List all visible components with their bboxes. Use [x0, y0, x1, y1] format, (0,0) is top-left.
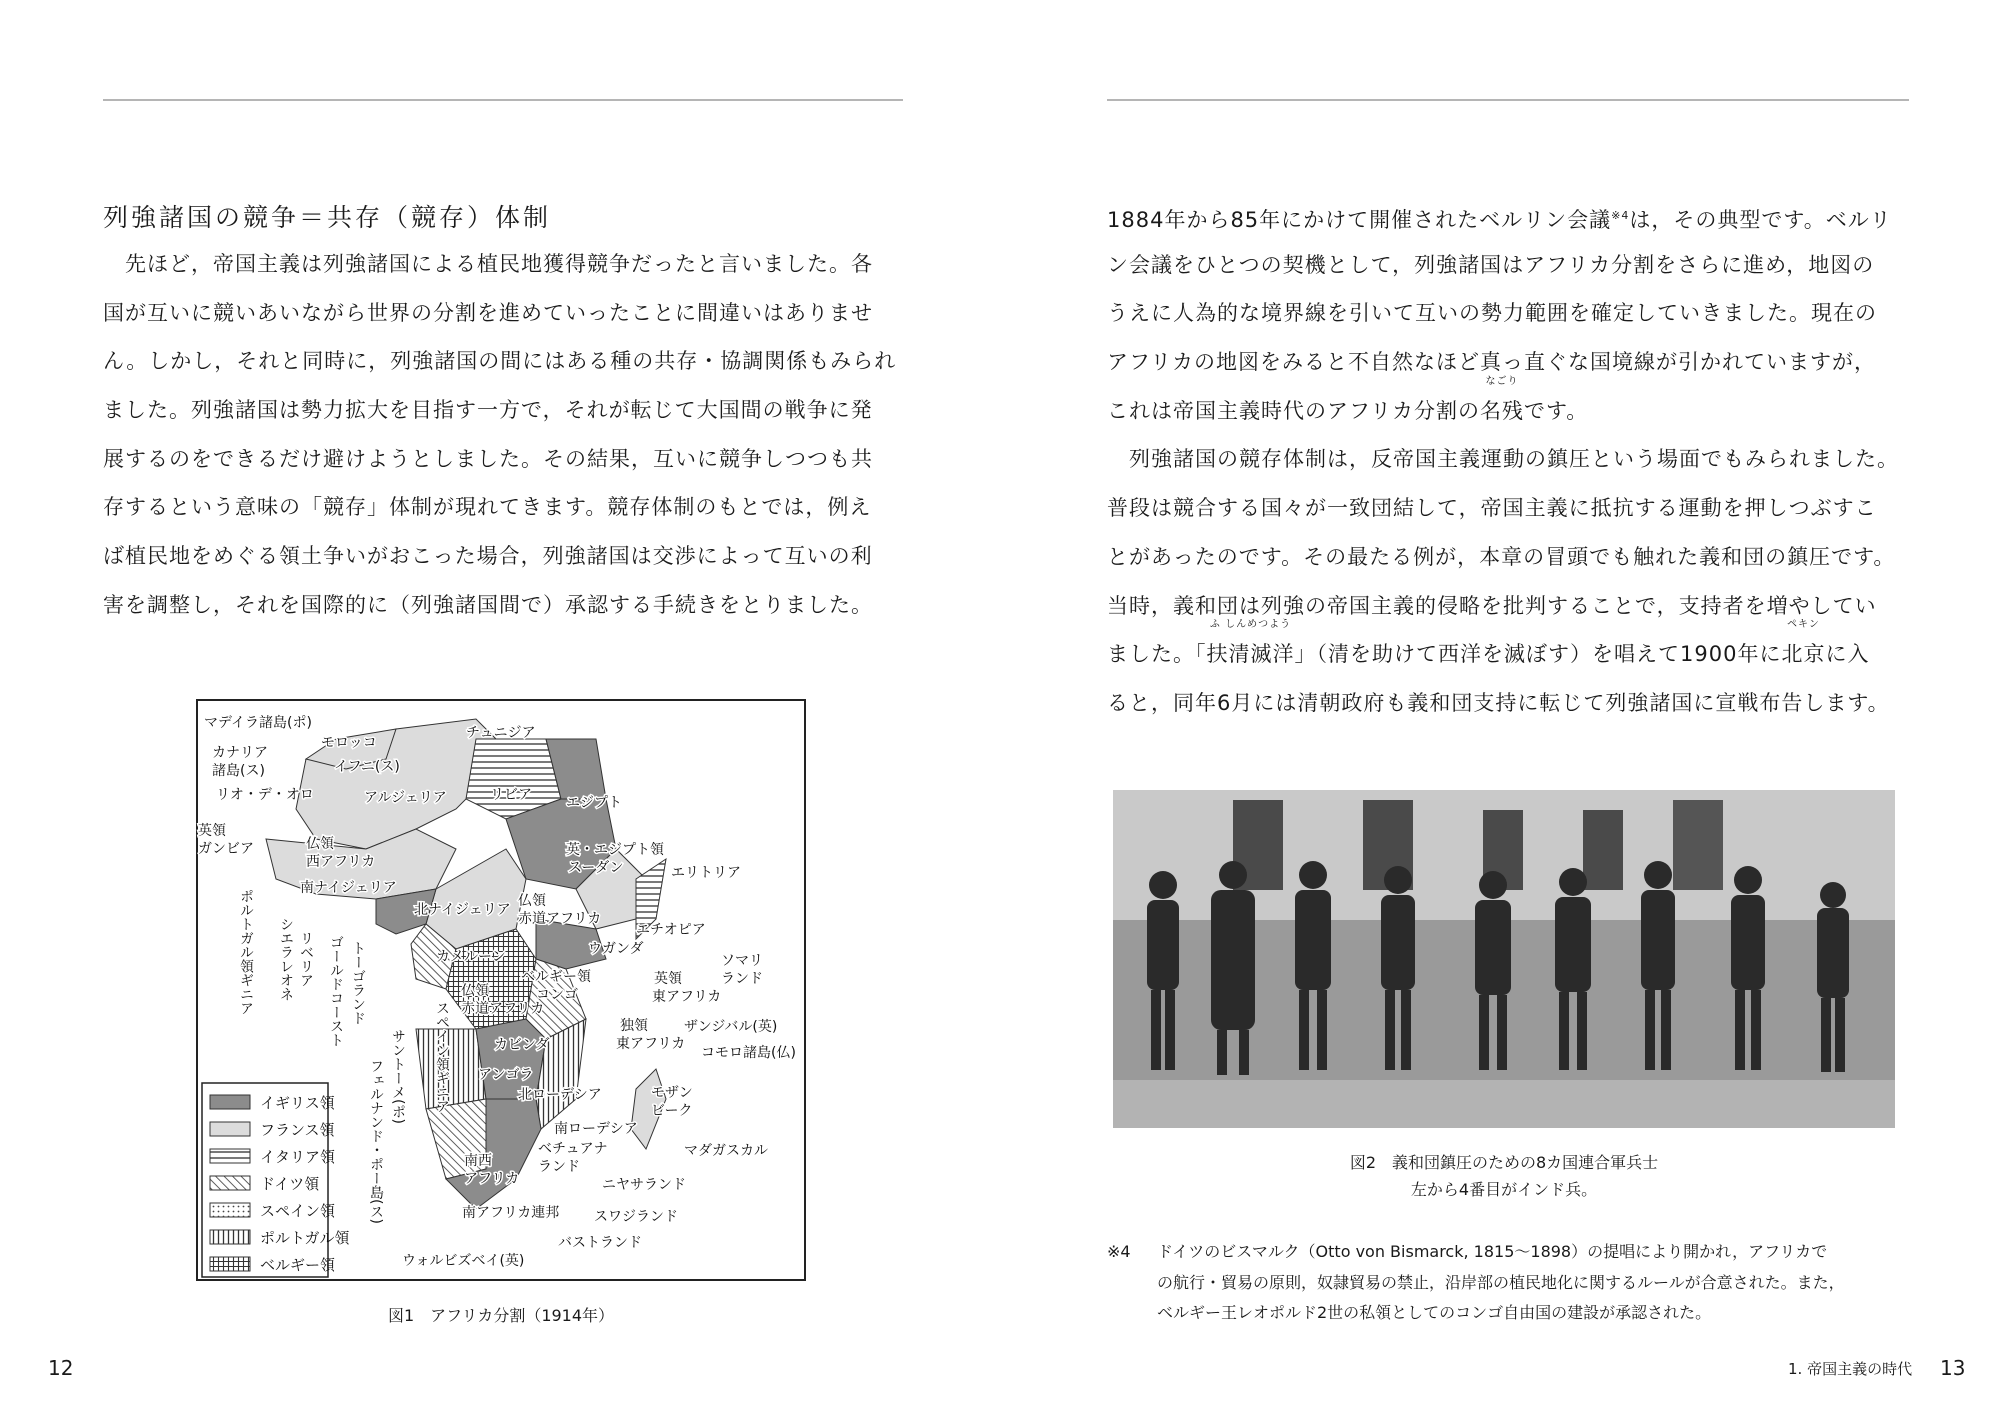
ruby-base: 扶清滅洋 — [1206, 642, 1295, 667]
ruby-reading: なごり — [1485, 375, 1519, 387]
figure2-caption-line2: 左から4番目がインド兵。 — [1410, 1180, 1598, 1199]
map-label: スーダン — [568, 860, 624, 876]
text-line — [1107, 192, 1899, 241]
ruby-base: 北京 — [1781, 642, 1826, 667]
map-label: 東アフリカ — [652, 989, 722, 1005]
map-label: バストランド — [558, 1235, 642, 1251]
legend-label: ドイツ領 — [260, 1175, 320, 1193]
map-label: モロッコ — [321, 735, 377, 751]
text-line: 国が互いに競いあいながら世界の分割を進めていったことに間違いはありませ — [103, 300, 873, 325]
map-label: コンゴ — [536, 987, 578, 1003]
footnote-line: の航行・貿易の原則，奴隷貿易の禁止，沿岸部の植民地化に関するルールが合意された。また， — [1157, 1272, 1845, 1292]
map-label: ベチュアナ — [538, 1141, 608, 1157]
text-line: 当時，義和団は列強の帝国主義的侵略を批判することで，支持者を増やしてい — [1107, 593, 1877, 618]
figure1-caption: 図1 アフリカ分割（1914年） — [387, 1306, 615, 1325]
text-line: 列強諸国の競存体制は，反帝国主義運動の鎮圧という場面でもみられました。 — [1107, 447, 1899, 472]
map-label: 仏領 — [461, 983, 489, 999]
left-paragraph — [103, 240, 896, 630]
text-line: 展するのをできるだけ避けようとしました。その結果，互いに競争しつつも共 — [103, 446, 873, 471]
ruby-reading: ペキン — [1787, 619, 1820, 631]
map-label-vertical: トーゴランド — [350, 941, 366, 1025]
map-label: リビア — [490, 787, 532, 803]
text-run: これは帝国主義時代のアフリカ分割の — [1107, 398, 1480, 423]
map-label: アルジェリア — [364, 790, 447, 806]
legend-label: スペイン領 — [260, 1202, 336, 1220]
ruby-reading: ふ しんめつよう — [1209, 619, 1292, 631]
text-run: 1884年から85年にかけて開催されたベルリン会議 — [1107, 208, 1612, 232]
map-label-vertical: ポルトガル領ギニア — [238, 889, 254, 1015]
window — [1583, 810, 1623, 890]
map-label: アフリカ — [464, 1171, 520, 1187]
top-rule-right — [1107, 99, 1909, 101]
legend-swatch-italy — [210, 1149, 250, 1163]
map-label: エジプト — [566, 795, 622, 811]
page-number-right: 13 — [1940, 1356, 1966, 1380]
text-line: 先ほど，帝国主義は列強諸国による植民地獲得競争だったと言いました。各 — [103, 252, 873, 276]
map-label: ベルギー領 — [521, 969, 591, 985]
figure2-caption-line1: 図2 義和団鎮圧のための8カ国連合軍兵士 — [1349, 1153, 1659, 1172]
text-run: に入 — [1825, 642, 1870, 667]
map-label: ウガンダ — [588, 941, 644, 957]
top-rule-left — [103, 99, 903, 101]
map-label: 英・エジプト領 — [566, 842, 664, 858]
text-line: とがあったのです。その最たる例が，本章の冒頭でも触れた義和団の鎮圧です。 — [1107, 544, 1896, 569]
text-line: ると，同年6月には清朝政府も義和団支持に転じて列強諸国に宣戦布告します。 — [1107, 690, 1890, 715]
map-label: 赤道アフリカ — [461, 1001, 545, 1017]
map-label-vertical: リベリア — [298, 931, 314, 987]
map-label: マダガスカル — [684, 1143, 768, 1159]
text-line: 害を調整し，それを国際的に（列強諸国間で）承認する手続きをとりました。 — [103, 592, 873, 617]
map-label: 仏領 — [306, 836, 334, 852]
text-line: アフリカの地図をみると不自然なほど真っ直ぐな国境線が引かれていますが， — [1107, 350, 1876, 375]
map-label: 南ナイジェリア — [300, 880, 397, 896]
map-label: マデイラ諸島(ポ) — [204, 715, 312, 731]
map-label: ガンビア — [198, 841, 254, 857]
right-paragraph — [1107, 192, 1899, 728]
legend-swatch-britain — [210, 1095, 250, 1109]
ruby-fushin — [1206, 619, 1295, 679]
map-label: 英領 — [654, 971, 682, 987]
ruby-base: 名残 — [1479, 398, 1524, 423]
page-number-left: 12 — [48, 1356, 74, 1380]
map-label: エリトリア — [671, 865, 741, 881]
map-label-vertical: スペイン領ギニア — [434, 1001, 450, 1113]
map-label: カナリア — [212, 745, 268, 761]
region-angola — [416, 1029, 486, 1109]
text-line: ば植民地をめぐる領土争いがおこった場合，列強諸国は交渉によって互いの利 — [103, 544, 873, 569]
map-label-vertical: サントーメ(ポ) — [390, 1029, 406, 1124]
map-label: ウォルビズベイ(英) — [402, 1253, 525, 1269]
text-line: 普段は競合する国々が一致団結して，帝国主義に抵抗する運動を押しつぶすこ — [1107, 496, 1877, 521]
map-label: ソマリ — [721, 953, 763, 969]
legend-swatch-france — [210, 1122, 250, 1136]
map-label: 南西 — [464, 1153, 492, 1169]
legend-swatch-spain — [210, 1203, 250, 1217]
map-label: 南ローデシア — [554, 1121, 638, 1137]
boxer-soldiers-photo — [1113, 790, 1895, 1128]
map-label: 諸島(ス) — [212, 763, 265, 779]
footnote-ref: ※4 — [1611, 209, 1630, 222]
map-label: 北ローデシア — [518, 1087, 602, 1103]
text-line: 存するという意味の「競存」体制が現れてきます。競存体制のもとでは，例え — [103, 495, 872, 520]
window — [1673, 800, 1723, 890]
section-heading: 列強諸国の競争＝共存（競存）体制 — [103, 203, 552, 232]
text-run: です。 — [1523, 398, 1589, 423]
text-line — [1107, 375, 1899, 436]
map-label: 独領 — [620, 1018, 648, 1034]
map-label: カメルーン — [436, 949, 506, 965]
text-line: うえに人為的な境界線を引いて互いの勢力範囲を確定していきました。現在の — [1107, 301, 1877, 326]
map-label: エチオピア — [636, 922, 706, 938]
map-label: ランド — [721, 971, 763, 987]
map-label: アンゴラ — [478, 1067, 534, 1083]
legend-swatch-belgium — [210, 1257, 250, 1271]
map-label: 英領 — [198, 823, 226, 839]
map-label: スワジランド — [594, 1209, 678, 1225]
text-line — [1107, 619, 1899, 679]
map-label: 北ナイジェリア — [414, 902, 511, 918]
footnote-line: ドイツのビスマルク（Otto von Bismarck, 1815～1898）の提唱により開かれ，アフリカで — [1157, 1242, 1828, 1261]
legend-label: ベルギー領 — [260, 1256, 336, 1274]
map-label: 赤道アフリカ — [518, 911, 602, 927]
text-run: は，その典型です。ベルリ — [1629, 208, 1892, 232]
text-run: ました。「 — [1107, 642, 1207, 667]
map-label: ビーク — [651, 1103, 693, 1119]
text-line: ん。しかし，それと同時に，列強諸国の間にはある種の共存・協調関係もみられ — [103, 349, 897, 374]
text-line: ました。列強諸国は勢力拡大を目指す一方で，それが転じて大国間の戦争に発 — [103, 398, 873, 423]
legend-swatch-portugal — [210, 1230, 250, 1244]
legend-label: フランス領 — [260, 1121, 335, 1139]
ruby-peking — [1781, 619, 1826, 679]
footnote-line: ベルギー王レオポルド2世の私領としてのコンゴ自由国の建設が承認された。 — [1157, 1303, 1712, 1322]
map-label: コモロ諸島(仏) — [701, 1045, 796, 1061]
map-label-vertical: ゴールドコースト — [328, 935, 344, 1047]
map-label: 南アフリカ連邦 — [462, 1205, 560, 1221]
footnote-mark: ※4 — [1107, 1242, 1131, 1261]
legend-label: イタリア領 — [260, 1148, 336, 1166]
legend-swatch-germany — [210, 1176, 250, 1190]
text-line: ン会議をひとつの契機として，列強諸国はアフリカ分割をさらに進め，地図の — [1107, 252, 1875, 277]
map-label: 仏領 — [518, 893, 546, 909]
map-label: モザン — [651, 1085, 693, 1101]
ruby-nagori — [1479, 375, 1524, 436]
map-label-vertical: シエラレオネ — [278, 917, 294, 1001]
map-label: 西アフリカ — [306, 854, 376, 870]
africa-partition-map — [196, 699, 806, 1281]
map-label: カビンダ — [494, 1037, 550, 1053]
map-label: ザンジバル(英) — [684, 1019, 778, 1035]
map-label: チュニジア — [466, 725, 536, 741]
running-footer: 1. 帝国主義の時代 — [1788, 1360, 1913, 1378]
map-label: ニヤサランド — [602, 1177, 686, 1193]
legend-label: イギリス領 — [260, 1094, 335, 1112]
map-label: 東アフリカ — [616, 1036, 686, 1052]
map-label: ランド — [538, 1159, 580, 1175]
map-label: イフニ(ス) — [334, 759, 400, 775]
legend-label: ポルトガル領 — [260, 1229, 350, 1247]
map-label-vertical: フェルナンド・ポー島(ス) — [368, 1059, 384, 1224]
text-run: 」（清を助けて西洋を滅ぼす）を唱えて1900年に — [1294, 642, 1782, 667]
footnote — [1107, 1237, 1845, 1329]
map-label: リオ・デ・オロ — [216, 787, 314, 803]
